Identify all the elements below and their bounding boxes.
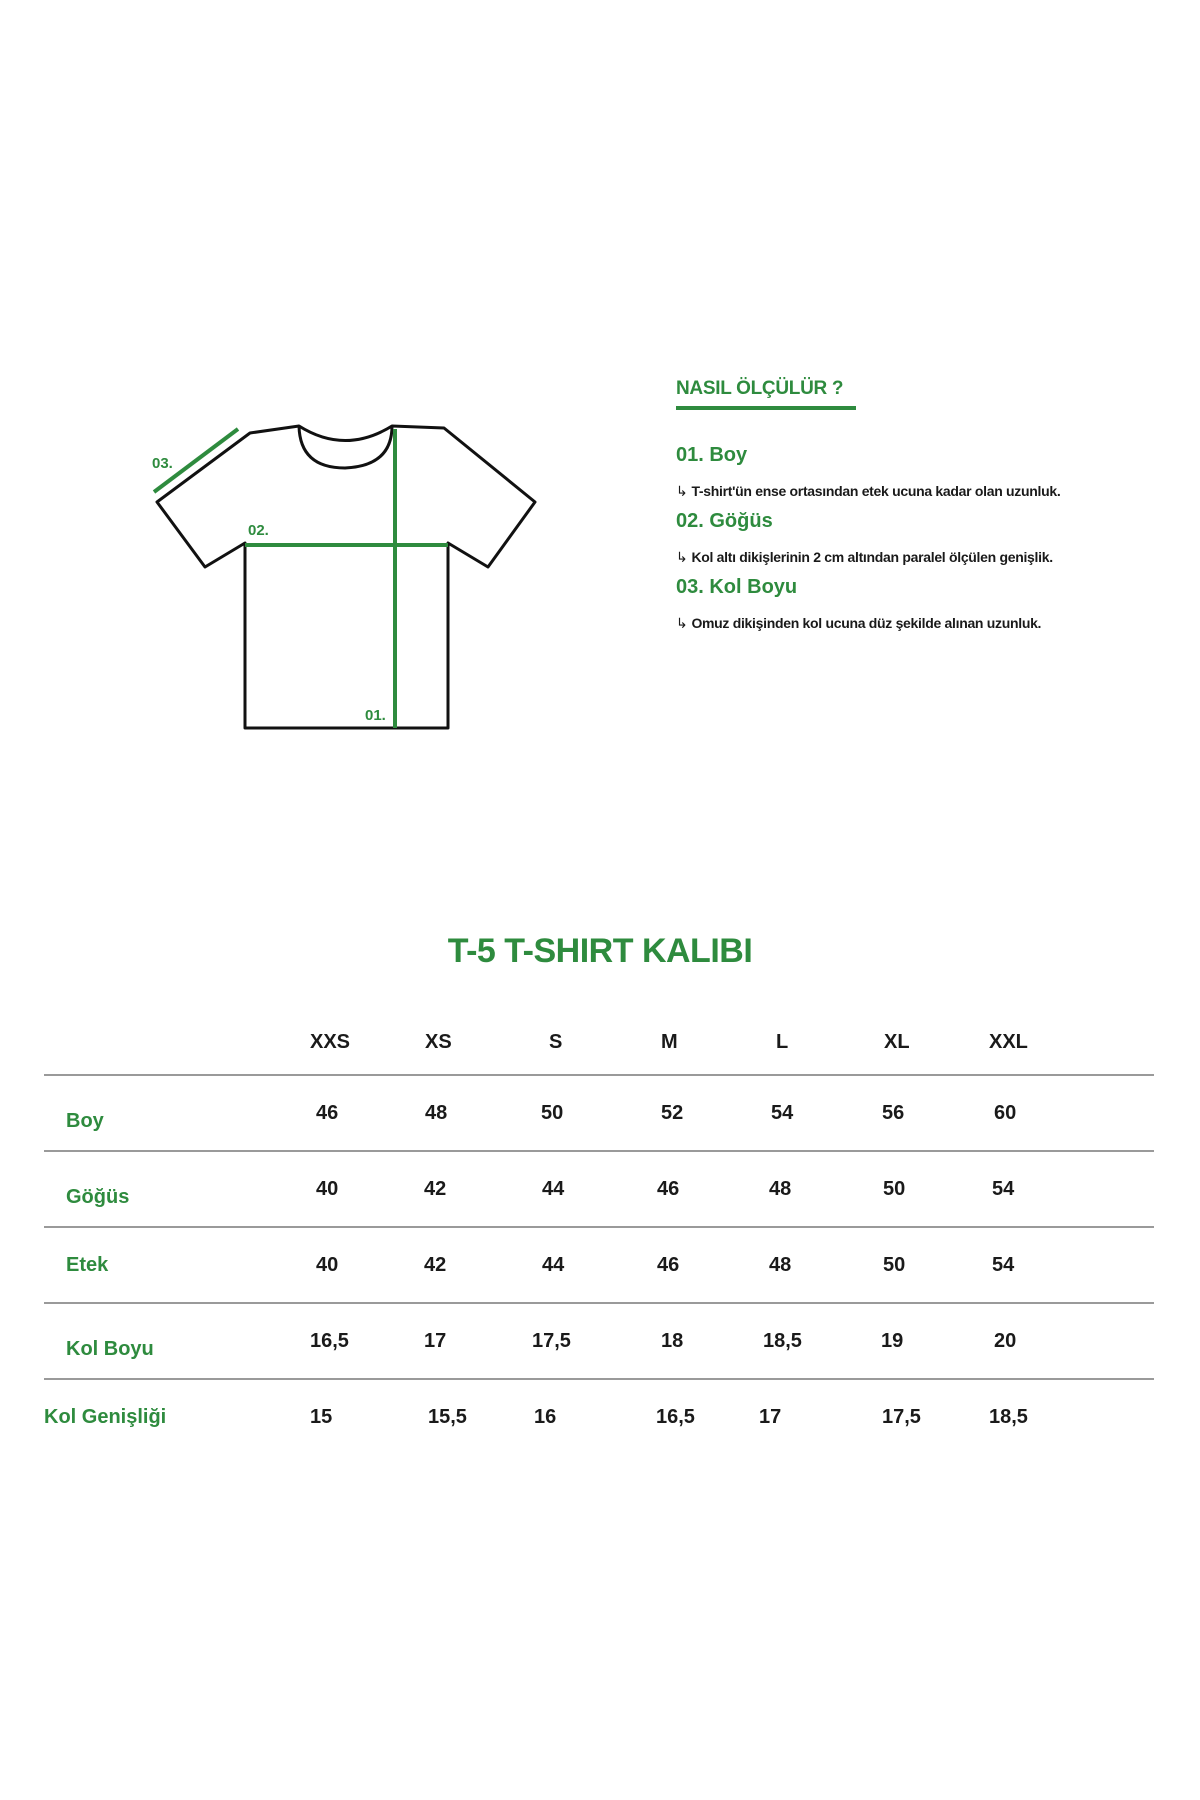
table-cell: 54 (771, 1101, 794, 1124)
row-label: Göğüs (66, 1185, 130, 1208)
size-header-row (44, 1010, 1154, 1076)
table-cell: 18,5 (763, 1329, 802, 1352)
row-label: Kol Boyu (66, 1337, 154, 1360)
table-cell: 17 (424, 1329, 447, 1352)
how-to-measure-title: NASIL ÖLÇÜLÜR ? (676, 378, 856, 410)
table-cell: 18 (661, 1329, 684, 1352)
measure-item-title: 01. Boy (676, 444, 748, 466)
table-cell: 16,5 (310, 1329, 349, 1352)
table-cell: 48 (425, 1101, 448, 1124)
measure-item-description-text: Kol altı dikişlerinin 2 cm altından paralel ölçülen genişlik. (691, 549, 1053, 565)
table-cell: 48 (769, 1177, 792, 1200)
table-cell: 56 (882, 1101, 905, 1124)
table-cell: 16,5 (656, 1405, 695, 1428)
table-cell: 20 (994, 1329, 1017, 1352)
row-label: Kol Genişliği (44, 1405, 167, 1428)
row-label: Etek (66, 1253, 109, 1276)
tshirt-outline (157, 426, 535, 728)
measure-item-title: 03. Kol Boyu (676, 576, 798, 598)
size-header: L (776, 1030, 789, 1053)
size-chart-title: T-5 T-SHIRT KALIBI (447, 932, 753, 970)
table-cell: 44 (542, 1253, 565, 1276)
table-cell: 54 (992, 1253, 1015, 1276)
table-cell: 19 (881, 1329, 904, 1352)
table-cell: 46 (657, 1177, 680, 1200)
table-cell: 48 (769, 1253, 792, 1276)
table-cell: 44 (542, 1177, 565, 1200)
table-cell: 50 (883, 1177, 906, 1200)
table-cell: 16 (534, 1405, 557, 1428)
size-header: XL (884, 1030, 910, 1053)
table-cell: 50 (883, 1253, 906, 1276)
table-cell: 50 (541, 1101, 564, 1124)
size-header: M (661, 1030, 678, 1053)
table-row (44, 1304, 1154, 1380)
table-cell: 42 (424, 1253, 447, 1276)
size-header: S (549, 1030, 563, 1053)
table-cell: 40 (316, 1177, 339, 1200)
table-row (44, 1152, 1154, 1228)
measure-item-boy (676, 440, 1176, 506)
measure-item-kol-boyu (676, 572, 1176, 638)
table-cell: 46 (316, 1101, 339, 1124)
size-header: XS (425, 1030, 452, 1053)
size-header: XXL (989, 1030, 1028, 1053)
arrow-return-icon: ↳ (676, 549, 688, 565)
measure-item-description-text: Omuz dikişinden kol ucuna düz şekilde alınan uzunluk. (691, 615, 1042, 631)
label-boy: 01. (365, 707, 386, 724)
measure-item-description (676, 542, 1176, 572)
arrow-return-icon: ↳ (676, 615, 688, 631)
label-kol-boyu: 03. (152, 455, 173, 472)
table-cell: 52 (661, 1101, 684, 1124)
table-cell: 17,5 (882, 1405, 921, 1428)
table-cell: 15,5 (428, 1405, 467, 1428)
measure-item-description (676, 476, 1176, 506)
measure-item-title: 02. Göğüs (676, 510, 773, 532)
table-row (44, 1228, 1154, 1304)
size-header: XXS (310, 1030, 351, 1053)
table-cell: 40 (316, 1253, 339, 1276)
table-cell: 46 (657, 1253, 680, 1276)
row-label: Boy (66, 1109, 104, 1132)
how-to-measure-panel (676, 378, 1176, 638)
table-cell: 15 (310, 1405, 333, 1428)
table-cell: 17,5 (532, 1329, 571, 1352)
table-cell: 18,5 (989, 1405, 1028, 1428)
table-cell: 60 (994, 1101, 1017, 1124)
table-row (44, 1380, 1154, 1454)
measure-item-gogus (676, 506, 1176, 572)
table-row (44, 1076, 1154, 1152)
measure-item-description-text: T-shirt'ün ense ortasından etek ucuna kadar olan uzunluk. (691, 483, 1061, 499)
table-cell: 42 (424, 1177, 447, 1200)
table-cell: 17 (759, 1405, 782, 1428)
table-cell: 54 (992, 1177, 1015, 1200)
label-gogus: 02. (248, 522, 269, 539)
arrow-return-icon: ↳ (676, 483, 688, 499)
measure-item-description (676, 608, 1176, 638)
size-table (44, 1010, 1154, 1454)
